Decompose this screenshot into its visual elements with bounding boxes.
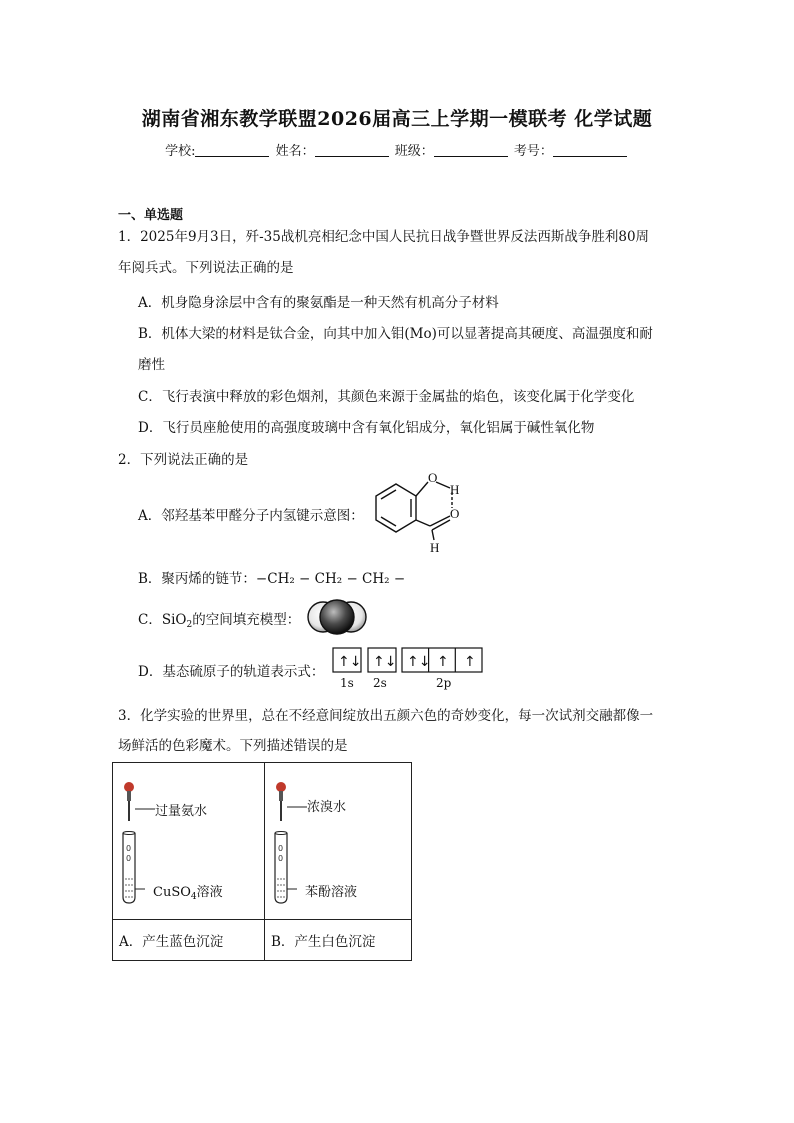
- silicon-sphere: [320, 600, 354, 634]
- q2-option-c: [138, 608, 300, 630]
- atom-o-hydroxyl: O: [428, 470, 438, 485]
- section-title: 一、单选题: [118, 208, 184, 223]
- dropper-a-leader: [135, 805, 157, 813]
- student-info-line: [0, 140, 794, 159]
- id-label: 考号：: [513, 144, 553, 159]
- salicylaldehyde-hbond-diagram: [370, 468, 470, 560]
- q1-stem-line1: 1．2025年9月3日，歼-35战机亮相纪念中国人民抗日战争暨世界反法西斯战争胜利80周: [118, 229, 650, 245]
- q1-option-d: D．飞行员座舱使用的高强度玻璃中含有氧化铝成分，氧化铝属于碱性氧化物: [138, 420, 595, 436]
- dropper-bulb-icon: [124, 782, 134, 792]
- page-title: 湖南省湘东教学联盟2026届高三上学期一模联考 化学试题: [141, 108, 653, 130]
- svg-text:0: 0: [126, 844, 132, 853]
- dropper-bulb-icon: [276, 782, 286, 792]
- q2-option-c-suffix: 的空间填充模型：: [192, 612, 301, 628]
- tube-b-reagent: 苯酚溶液: [305, 885, 358, 900]
- atom-h-aldehyde: H: [430, 540, 440, 555]
- svg-text:0: 0: [278, 854, 284, 863]
- school-blank[interactable]: [195, 144, 269, 157]
- arrows-2p-1: ↑↓: [407, 654, 431, 670]
- space-filling-model: [306, 598, 368, 636]
- arrows-2p-3: ↑: [464, 654, 476, 670]
- dropper-b-leader: [287, 803, 309, 811]
- arrows-2p-2: ↑: [437, 654, 449, 670]
- experiment-b-apparatus: [271, 775, 301, 909]
- dropper-a-reagent: 过量氨水: [155, 804, 208, 819]
- q3-stem-line2: 场鲜活的色彩魔术。下列描述错误的是: [118, 738, 348, 754]
- school-label: 学校:: [165, 144, 196, 159]
- experiment-b-label: B．产生白色沉淀: [265, 920, 412, 961]
- experiment-a-apparatus: [119, 775, 149, 909]
- orbital-label-2s: 2s: [373, 676, 387, 690]
- q2-option-b: [138, 567, 405, 587]
- svg-text:0: 0: [126, 854, 132, 863]
- atom-o-carbonyl: O: [450, 506, 460, 521]
- q1-option-a: A．机身隐身涂层中含有的聚氨酯是一种天然有机高分子材料: [138, 295, 499, 311]
- tube-a-reagent: CuSO$_4$溶液: [153, 885, 223, 902]
- experiment-table: [112, 762, 412, 961]
- name-label: 姓名：: [275, 144, 315, 159]
- name-blank[interactable]: [315, 144, 389, 157]
- q1-option-b-line2: 磨性: [138, 357, 165, 373]
- atom-h-hydroxyl: H: [450, 482, 460, 497]
- benzene-ring: [376, 484, 416, 532]
- class-label: 班级：: [394, 144, 434, 159]
- q2-option-b-label: B．聚丙烯的链节：: [138, 571, 256, 587]
- class-blank[interactable]: [434, 144, 508, 157]
- experiment-b-cell: [265, 763, 412, 920]
- sio2-subscript: 2: [186, 620, 193, 630]
- sulfur-orbital-diagram: [332, 646, 484, 676]
- svg-text:0: 0: [278, 844, 284, 853]
- orbital-label-2p: 2p: [436, 676, 452, 690]
- q2-option-c-label: C．: [138, 612, 162, 628]
- q3-stem-line1: 3．化学实验的世界里，总在不经意间绽放出五颜六色的奇妙变化，每一次试剂交融都像一: [118, 708, 654, 724]
- q2-option-a: A．邻羟基苯甲醛分子内氢键示意图：: [138, 508, 364, 524]
- sio2-formula: SiO: [161, 612, 187, 628]
- q1-stem-line2: 年阅兵式。下列说法正确的是: [118, 260, 294, 276]
- q2-option-d: D．基态硫原子的轨道表示式：: [138, 664, 325, 680]
- dropper-b-reagent: 浓溴水: [307, 800, 347, 815]
- id-blank[interactable]: [553, 144, 627, 157]
- experiment-a-cell: [113, 763, 265, 920]
- q2-stem: 2．下列说法正确的是: [118, 452, 249, 468]
- polypropylene-unit-formula: −CH₂ − CH₂ − CH₂ −: [255, 571, 406, 587]
- q1-option-c: C．飞行表演中释放的彩色烟剂，其颜色来源于金属盐的焰色，该变化属于化学变化: [138, 389, 635, 405]
- arrows-2s: ↑↓: [373, 654, 397, 670]
- q1-option-b-line1: B．机体大梁的材料是钛合金，向其中加入钼(Mo)可以显著提高其硬度、高温强度和耐: [138, 326, 653, 342]
- experiment-a-label: A．产生蓝色沉淀: [113, 920, 265, 961]
- arrows-1s: ↑↓: [338, 654, 362, 670]
- orbital-label-1s: 1s: [340, 676, 354, 690]
